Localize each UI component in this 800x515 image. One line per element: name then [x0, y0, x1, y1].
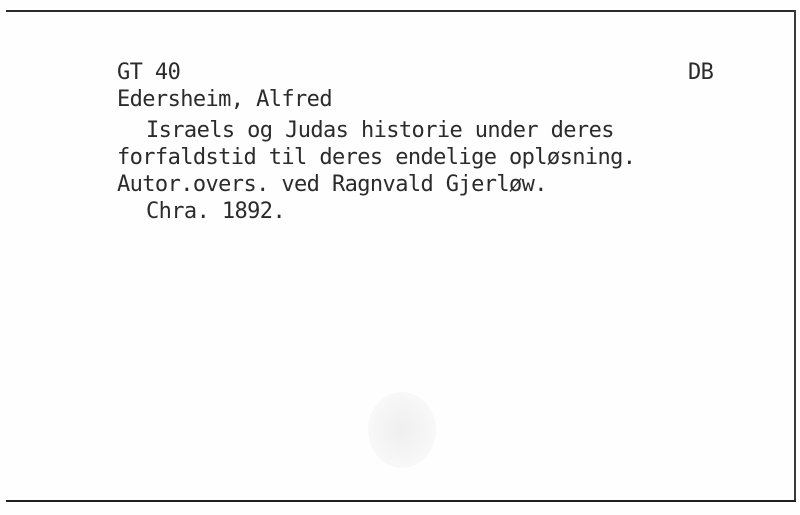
- location-code: DB: [688, 60, 714, 85]
- call-number: GT 40: [117, 60, 181, 85]
- title-line-2: forfaldstid til deres endelige opløsning.: [117, 145, 636, 170]
- translator-line: Autor.overs. ved Ragnvald Gjerløw.: [117, 172, 547, 197]
- title-line-1: Israels og Judas historie under deres: [146, 118, 614, 143]
- card-bottom-border: [6, 500, 796, 502]
- author-heading: Edersheim, Alfred: [117, 87, 332, 112]
- paper-smudge: [368, 392, 436, 468]
- card-top-border: [6, 10, 794, 12]
- imprint-line: Chra. 1892.: [146, 199, 286, 224]
- card-right-border: [794, 10, 796, 502]
